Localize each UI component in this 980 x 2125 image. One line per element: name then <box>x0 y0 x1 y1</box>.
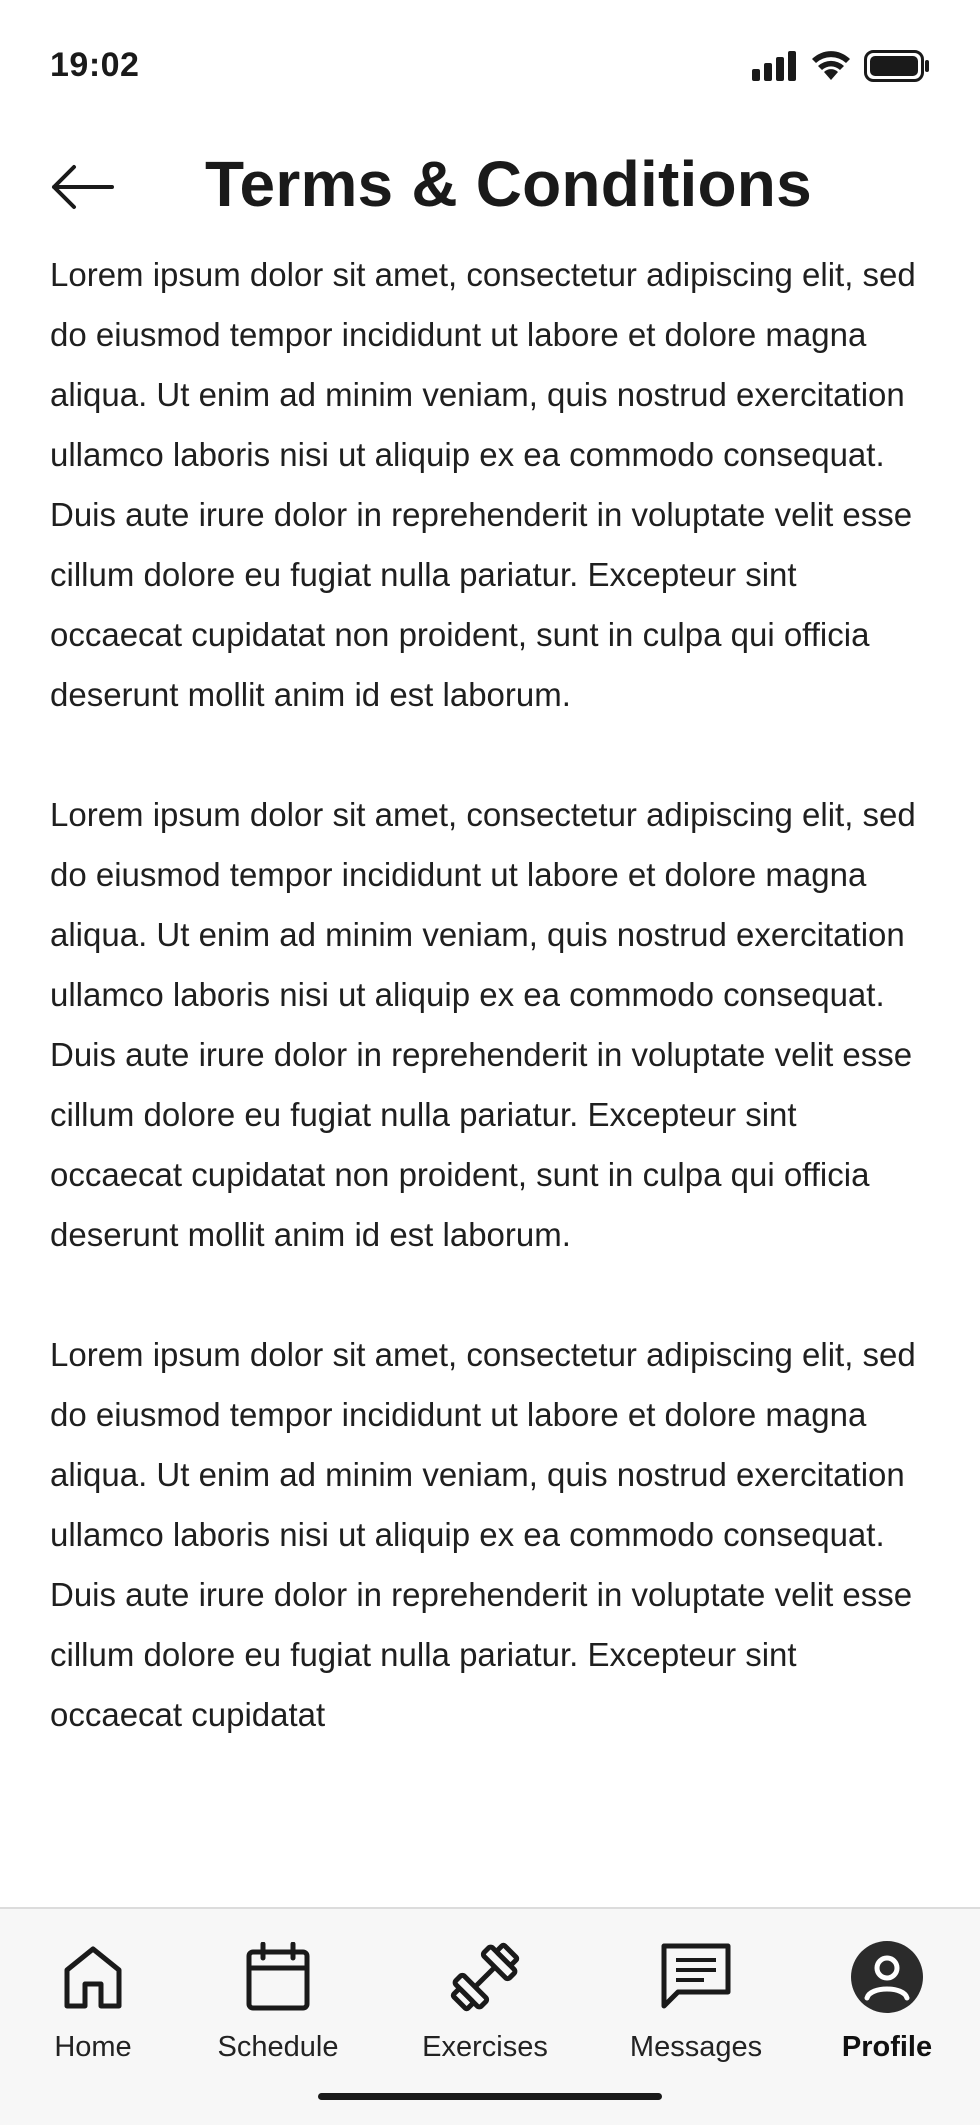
tab-home[interactable] <box>0 1937 193 2064</box>
dumbbell-icon <box>445 1937 525 2017</box>
signal-icon <box>752 51 798 81</box>
status-bar <box>0 0 980 120</box>
terms-paragraph: Lorem ipsum dolor sit amet, consectetur adipiscing elit, sed do eiusmod tempor incididunt ut labore et dolore magna aliqua. Ut enim ad minim veniam, quis nostrud exercitation ullamco laboris nisi ut aliquip ex ea commodo consequat. Duis aute irure dolor in reprehenderit in voluptate velit esse cillum dolore eu fugiat nulla pariatur. Excepteur sint occaecat cupidatat <box>50 1336 916 1733</box>
message-icon <box>656 1937 736 2017</box>
calendar-icon <box>238 1937 318 2017</box>
tab-profile[interactable] <box>787 1937 980 2064</box>
page-title: Terms & Conditions <box>205 148 812 220</box>
header <box>0 120 980 260</box>
tab-label: Profile <box>841 2031 933 2063</box>
tab-label: Exercises <box>422 2031 548 2063</box>
arrow-left-icon <box>50 164 114 210</box>
tab-label: Home <box>54 2031 132 2063</box>
tab-messages[interactable] <box>596 1937 796 2064</box>
terms-paragraph: Lorem ipsum dolor sit amet, consectetur adipiscing elit, sed do eiusmod tempor incididunt ut labore et dolore magna aliqua. Ut enim ad minim veniam, quis nostrud exercitation ullamco laboris nisi ut aliquip ex ea commodo consequat. Duis aute irure dolor in reprehenderit in voluptate velit esse cillum dolore eu fugiat nulla pariatur. Excepteur sint occaecat cupidatat non proident, sunt in culpa qui officia deserunt mollit anim id est laborum. <box>50 796 916 1253</box>
tab-label: Messages <box>629 2031 763 2063</box>
terms-paragraph: Lorem ipsum dolor sit amet, consectetur adipiscing elit, sed do eiusmod tempor incididunt ut labore et dolore magna aliqua. Ut enim ad minim veniam, quis nostrud exercitation ullamco laboris nisi ut aliquip ex ea commodo consequat. Duis aute irure dolor in reprehenderit in voluptate velit esse cillum dolore eu fugiat nulla pariatur. Excepteur sint occaecat cupidatat non proident, sunt in culpa qui officia deserunt mollit anim id est laborum. <box>50 256 916 713</box>
battery-icon <box>864 50 930 82</box>
tab-exercises[interactable] <box>385 1937 585 2064</box>
wifi-icon <box>810 50 852 82</box>
status-time: 19:02 <box>50 46 140 84</box>
terms-content[interactable] <box>50 245 930 1850</box>
home-icon <box>53 1937 133 2017</box>
home-indicator <box>318 2093 662 2100</box>
tab-schedule[interactable] <box>178 1937 378 2064</box>
profile-icon <box>847 1937 927 2017</box>
back-button[interactable] <box>50 142 140 232</box>
tab-label: Schedule <box>217 2031 339 2063</box>
status-icons <box>752 50 930 82</box>
